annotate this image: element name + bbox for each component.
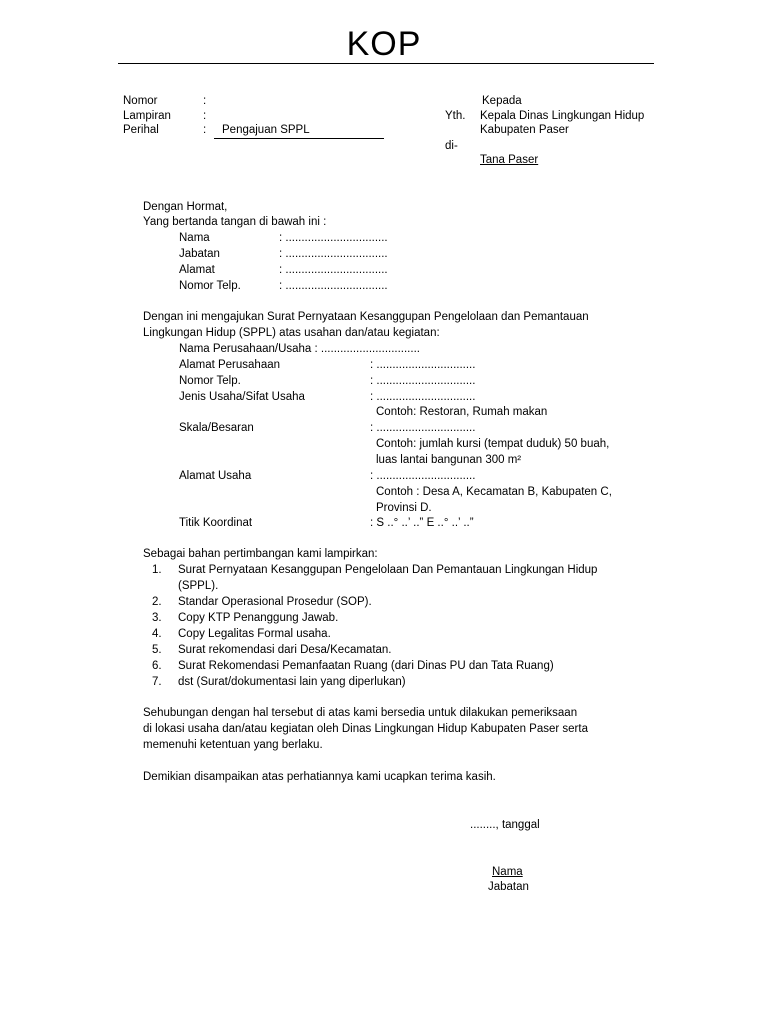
closing-para2: Demikian disampaikan atas perhatiannya kami ucapkan terima kasih. <box>143 771 496 783</box>
lampiran-label: Lampiran <box>123 110 171 122</box>
list-text: Standar Operasional Prosedur (SOP). <box>178 596 372 608</box>
attachments-intro: Sebagai bahan pertimbangan kami lampirkan: <box>143 548 378 560</box>
recipient-line2: Kabupaten Paser <box>480 124 569 136</box>
scale-value: : ............................... <box>370 422 476 434</box>
signer-address-label: Alamat <box>179 264 215 276</box>
list-item <box>152 562 632 594</box>
company-address-value: : ............................... <box>370 359 476 371</box>
kepada-label: Kepada <box>482 95 522 107</box>
perihal-underline <box>214 138 384 139</box>
recipient-line1: Kepala Dinas Lingkungan Hidup <box>480 110 645 122</box>
di-label: di- <box>445 140 458 152</box>
list-item <box>152 642 632 658</box>
business-address-label: Alamat Usaha <box>179 470 252 482</box>
list-number: 2. <box>152 596 162 608</box>
closing-para1-line2: di lokasi usaha dan/atau kegiatan oleh Dinas Lingkungan Hidup Kabupaten Paser serta <box>143 723 588 735</box>
list-item <box>152 626 632 642</box>
nomor-colon: : <box>203 95 207 107</box>
list-number: 6. <box>152 660 162 672</box>
list-number: 3. <box>152 612 162 624</box>
letterhead-title: KOP <box>346 25 422 63</box>
list-item <box>152 674 632 690</box>
list-number: 1. <box>152 564 162 576</box>
list-number: 5. <box>152 644 162 656</box>
signer-position-label: Jabatan <box>179 248 220 260</box>
business-type-example: Contoh: Restoran, Rumah makan <box>376 406 548 418</box>
signer-phone-label: Nomor Telp. <box>179 280 241 292</box>
company-phone-value: : ............................... <box>370 375 476 387</box>
attachments-list <box>152 562 632 690</box>
intro-line: Yang bertanda tangan di bawah ini : <box>143 216 327 228</box>
list-text: dst (Surat/dokumentasi lain yang diperlukan) <box>178 676 406 688</box>
closing-para1-line1: Sehubungan dengan hal tersebut di atas kami bersedia untuk dilakukan pemeriksaan <box>143 707 578 719</box>
nomor-label: Nomor <box>123 95 158 107</box>
perihal-value: Pengajuan SPPL <box>222 124 310 136</box>
list-number: 7. <box>152 676 162 688</box>
signer-position-value: : ................................ <box>279 248 388 260</box>
business-type-value: : ............................... <box>370 391 476 403</box>
signature-date: ........, tanggal <box>470 819 540 831</box>
letterhead-divider <box>118 63 654 64</box>
scale-label: Skala/Besaran <box>179 422 254 434</box>
list-item <box>152 594 632 610</box>
request-line2: Lingkungan Hidup (SPPL) atas usahan dan/atau kegiatan: <box>143 327 440 339</box>
signer-address-value: : ................................ <box>279 264 388 276</box>
scale-example-line2: luas lantai bangunan 300 m² <box>376 454 522 466</box>
request-line1: Dengan ini mengajukan Surat Pernyataan Kesanggupan Pengelolaan dan Pemantauan <box>143 311 589 323</box>
list-text: Surat rekomendasi dari Desa/Kecamatan. <box>178 644 392 656</box>
greeting: Dengan Hormat, <box>143 201 228 213</box>
lampiran-colon: : <box>203 110 207 122</box>
business-address-example-line1: Contoh : Desa A, Kecamatan B, Kabupaten C, <box>376 486 612 498</box>
list-text: Surat Pernyataan Kesanggupan Pengelolaan Dan Pemantauan Lingkungan Hidup (SPPL). <box>178 564 598 592</box>
perihal-colon: : <box>203 124 207 136</box>
business-address-value: : ............................... <box>370 470 476 482</box>
list-item <box>152 658 632 674</box>
business-address-example-line2: Provinsi D. <box>376 502 432 514</box>
company-phone-label: Nomor Telp. <box>179 375 241 387</box>
coordinate-value: : S ..° ..’ ..” E ..° ..’ ..” <box>370 517 474 529</box>
yth-label: Yth. <box>445 110 466 122</box>
company-name-field: Nama Perusahaan/Usaha : ............................... <box>179 343 420 355</box>
signature-name: Nama <box>492 866 523 878</box>
company-address-label: Alamat Perusahaan <box>179 359 281 371</box>
business-type-label: Jenis Usaha/Sifat Usaha <box>179 391 305 403</box>
signer-name-label: Nama <box>179 232 210 244</box>
closing-para1-line3: memenuhi ketentuan yang berlaku. <box>143 739 323 751</box>
recipient-place: Tana Paser <box>480 154 539 166</box>
signer-phone-value: : ................................ <box>279 280 388 292</box>
list-number: 4. <box>152 628 162 640</box>
list-text: Surat Rekomendasi Pemanfaatan Ruang (dari Dinas PU dan Tata Ruang) <box>178 660 554 672</box>
list-text: Copy KTP Penanggung Jawab. <box>178 612 339 624</box>
perihal-label: Perihal <box>123 124 159 136</box>
signer-name-value: : ................................ <box>279 232 388 244</box>
coordinate-label: Titik Koordinat <box>179 517 253 529</box>
scale-example-line1: Contoh: jumlah kursi (tempat duduk) 50 buah, <box>376 438 610 450</box>
list-text: Copy Legalitas Formal usaha. <box>178 628 331 640</box>
list-item <box>152 610 632 626</box>
signature-position: Jabatan <box>488 881 529 893</box>
